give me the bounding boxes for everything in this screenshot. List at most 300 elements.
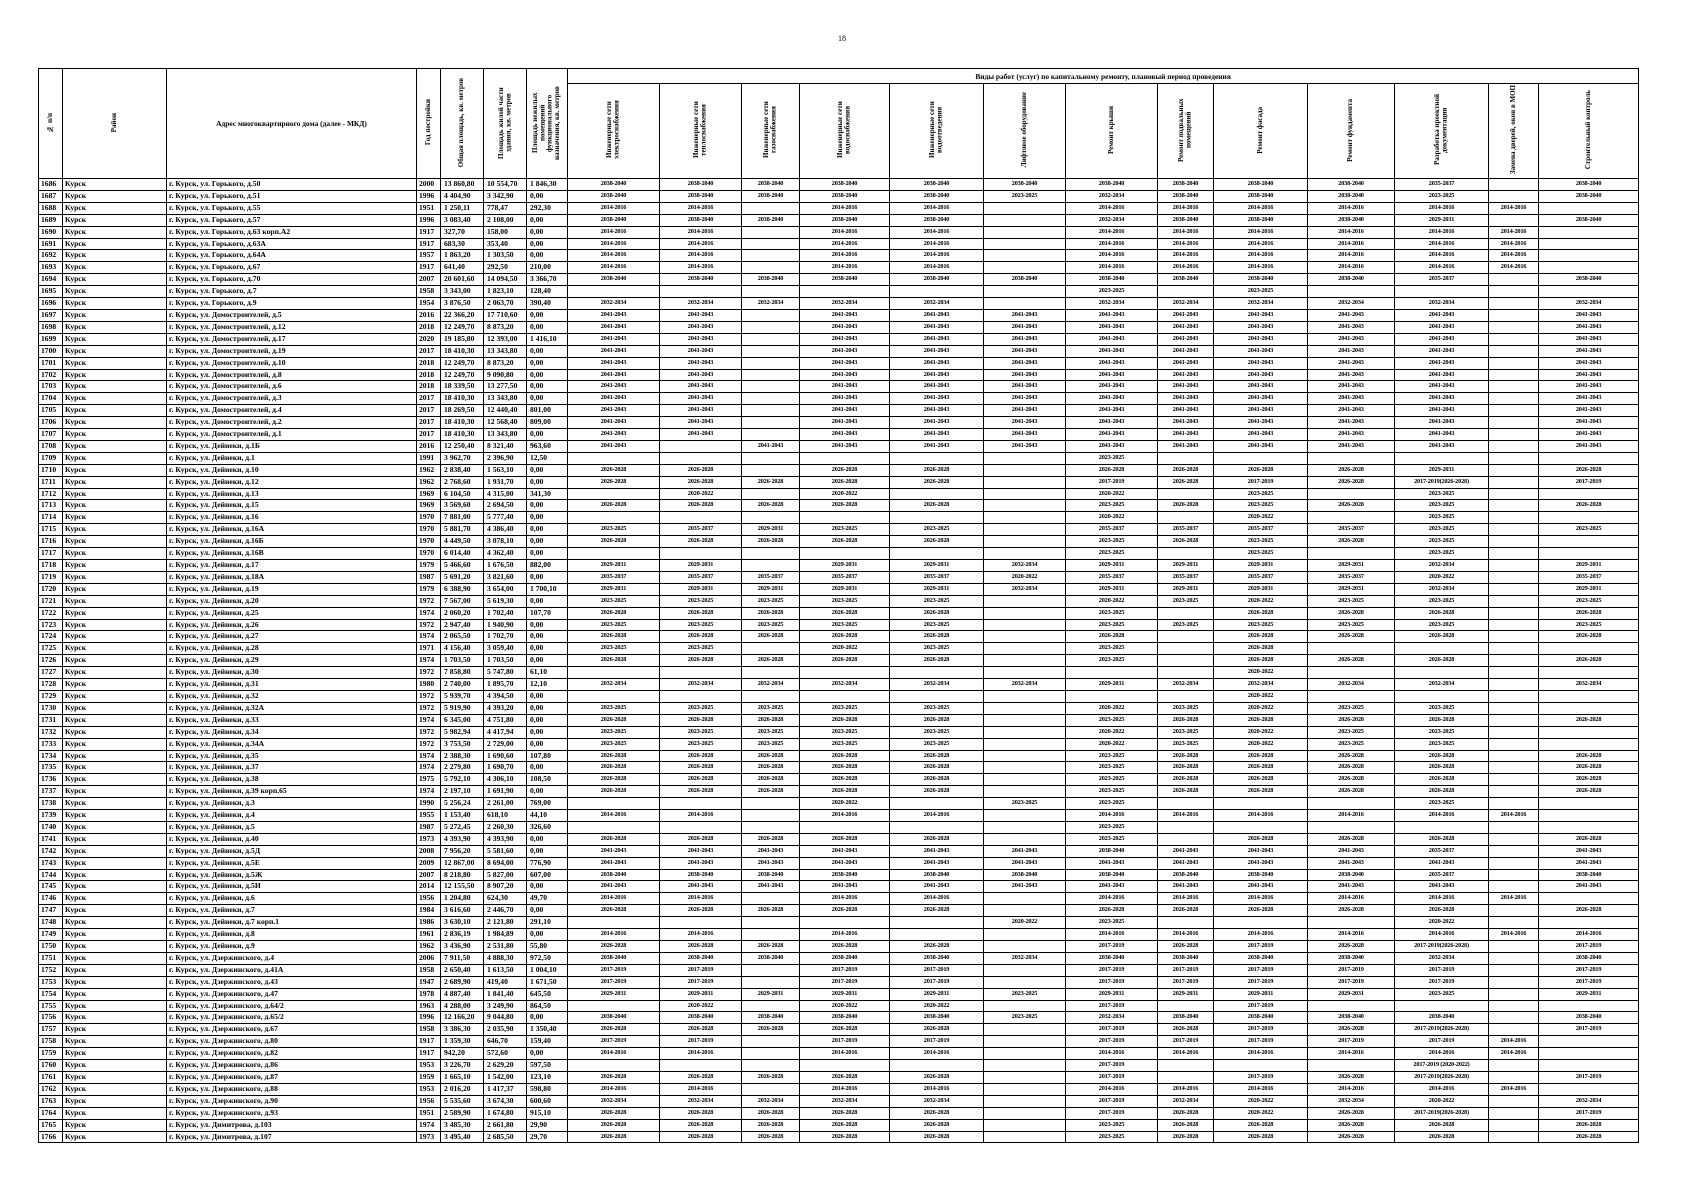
work-period-cell: 2023-2025 xyxy=(568,643,660,655)
work-period-cell: 2014-2016 xyxy=(890,226,984,238)
work-period-cell xyxy=(984,929,1066,941)
work-period-cell: 2026-2028 xyxy=(568,655,660,667)
work-period-cell: 2029-2031 xyxy=(568,560,660,572)
year-cell: 1970 xyxy=(417,548,441,560)
nonres-area-cell: 0,00 xyxy=(527,643,568,655)
total-area-cell: 683,30 xyxy=(441,238,484,250)
work-period-cell xyxy=(984,214,1066,226)
work-period-cell: 2041-2043 xyxy=(1066,440,1158,452)
work-period-cell xyxy=(1489,631,1539,643)
table-row xyxy=(39,595,1639,607)
work-period-cell xyxy=(1395,1000,1489,1012)
work-period-cell xyxy=(1489,952,1539,964)
work-period-cell: 2041-2043 xyxy=(1066,393,1158,405)
work-period-cell: 2014-2016 xyxy=(1489,929,1539,941)
work-period-cell: 2032-2034 xyxy=(984,560,1066,572)
work-period-cell xyxy=(890,690,984,702)
work-period-cell: 2014-2016 xyxy=(800,250,890,262)
work-period-cell: 2017-2019 xyxy=(1066,1036,1158,1048)
nonres-area-cell: 0,00 xyxy=(527,536,568,548)
table-row xyxy=(39,214,1639,226)
work-period-cell xyxy=(1489,393,1539,405)
year-cell: 2007 xyxy=(417,274,441,286)
work-period-cell xyxy=(1489,1024,1539,1036)
work-period-cell xyxy=(1308,512,1395,524)
work-period-cell: 2017-2019 xyxy=(1066,1060,1158,1072)
work-period-cell xyxy=(984,619,1066,631)
district-cell: Курск xyxy=(63,571,167,583)
work-period-cell: 2014-2016 xyxy=(568,262,660,274)
work-period-cell xyxy=(1489,869,1539,881)
work-period-cell: 2026-2028 xyxy=(1395,786,1489,798)
works-group-header: Виды работ (услуг) по капитальному ремонту, плановый период проведения xyxy=(568,69,1639,84)
work-period-cell: 2017-2019 xyxy=(1214,1024,1308,1036)
year-cell: 1961 xyxy=(417,929,441,941)
work-period-cell: 2026-2028 xyxy=(1308,1071,1395,1083)
district-cell: Курск xyxy=(63,202,167,214)
work-period-cell: 2026-2028 xyxy=(660,631,742,643)
work-period-cell xyxy=(1539,512,1639,524)
table-row xyxy=(39,714,1639,726)
work-period-cell xyxy=(1539,726,1639,738)
work-period-cell: 2032-2034 xyxy=(1214,679,1308,691)
work-period-cell: 2023-2025 xyxy=(1214,548,1308,560)
nonres-area-cell: 801,00 xyxy=(527,405,568,417)
work-period-cell xyxy=(742,1048,800,1060)
work-period-cell xyxy=(1489,619,1539,631)
work-period-cell: 2023-2025 xyxy=(1395,548,1489,560)
work-period-cell: 2035-2037 xyxy=(742,571,800,583)
work-period-cell xyxy=(1489,440,1539,452)
row-number: 1715 xyxy=(39,524,63,536)
work-period-cell: 2038-2040 xyxy=(1066,179,1158,191)
work-period-cell: 2026-2028 xyxy=(890,1107,984,1119)
row-number: 1750 xyxy=(39,941,63,953)
row-number: 1738 xyxy=(39,798,63,810)
row-number: 1739 xyxy=(39,810,63,822)
work-period-cell xyxy=(1489,643,1539,655)
row-number: 1747 xyxy=(39,905,63,917)
work-period-cell xyxy=(1489,714,1539,726)
work-period-cell: 2041-2043 xyxy=(1158,381,1214,393)
work-period-cell xyxy=(1489,750,1539,762)
district-cell: Курск xyxy=(63,726,167,738)
work-period-cell xyxy=(742,1060,800,1072)
living-area-cell: 572,60 xyxy=(484,1048,527,1060)
work-period-cell: 2023-2025 xyxy=(1066,917,1158,929)
year-cell: 1972 xyxy=(417,595,441,607)
work-period-cell: 2014-2016 xyxy=(890,238,984,250)
nonres-area-cell: 55,80 xyxy=(527,941,568,953)
work-period-cell: 2041-2043 xyxy=(1395,333,1489,345)
row-number: 1728 xyxy=(39,679,63,691)
living-area-cell: 8 873,20 xyxy=(484,321,527,333)
work-period-cell: 2023-2025 xyxy=(1066,762,1158,774)
nonres-area-cell: 0,00 xyxy=(527,357,568,369)
work-period-cell: 2023-2025 xyxy=(1395,500,1489,512)
work-period-cell: 2026-2028 xyxy=(1214,1131,1308,1143)
year-cell: 2006 xyxy=(417,952,441,964)
work-period-cell xyxy=(1158,643,1214,655)
work-period-cell: 2041-2043 xyxy=(1214,405,1308,417)
year-cell: 2018 xyxy=(417,369,441,381)
work-period-cell: 2041-2043 xyxy=(1308,429,1395,441)
work-period-cell: 2026-2028 xyxy=(742,941,800,953)
work-period-cell: 2023-2025 xyxy=(1066,655,1158,667)
work-period-cell: 2041-2043 xyxy=(1214,417,1308,429)
work-period-cell: 2038-2040 xyxy=(660,274,742,286)
work-period-cell: 2041-2043 xyxy=(1395,417,1489,429)
work-period-cell: 2023-2025 xyxy=(568,726,660,738)
work-period-cell: 2026-2028 xyxy=(890,1024,984,1036)
total-area-cell: 22 366,20 xyxy=(441,309,484,321)
living-area-cell: 2 063,70 xyxy=(484,298,527,310)
table-row xyxy=(39,369,1639,381)
nonres-area-cell: 0,00 xyxy=(527,321,568,333)
nonres-area-cell: 0,00 xyxy=(527,429,568,441)
work-period-cell: 2020-2022 xyxy=(1214,595,1308,607)
work-period-cell: 2041-2043 xyxy=(984,857,1066,869)
work-period-cell: 2014-2016 xyxy=(1395,1083,1489,1095)
work-period-cell: 2023-2025 xyxy=(568,738,660,750)
total-area-cell: 2 065,50 xyxy=(441,631,484,643)
living-area-cell: 158,00 xyxy=(484,226,527,238)
work-period-cell xyxy=(1308,452,1395,464)
work-period-cell xyxy=(1308,286,1395,298)
work-period-cell: 2038-2040 xyxy=(1539,179,1639,191)
work-period-cell: 2023-2025 xyxy=(742,619,800,631)
work-period-cell: 2020-2022 xyxy=(1214,512,1308,524)
district-cell: Курск xyxy=(63,690,167,702)
work-period-cell: 2023-2025 xyxy=(1308,738,1395,750)
work-period-cell: 2023-2025 xyxy=(1214,536,1308,548)
work-period-cell: 2026-2028 xyxy=(800,1131,890,1143)
work-period-cell xyxy=(742,250,800,262)
work-period-cell: 2038-2040 xyxy=(1539,274,1639,286)
work-type-header: Ремонт фундамента xyxy=(1308,84,1395,179)
table-row xyxy=(39,1107,1639,1119)
district-cell: Курск xyxy=(63,536,167,548)
total-area-cell: 20 601,60 xyxy=(441,274,484,286)
total-area-cell: 13 860,80 xyxy=(441,179,484,191)
page-number: 18 xyxy=(838,34,846,43)
work-period-cell: 2041-2043 xyxy=(800,309,890,321)
year-cell: 1972 xyxy=(417,702,441,714)
district-cell: Курск xyxy=(63,560,167,572)
table-row xyxy=(39,429,1639,441)
work-period-cell: 2041-2043 xyxy=(984,393,1066,405)
work-period-cell: 2014-2016 xyxy=(1158,810,1214,822)
living-area-cell: 2 396,90 xyxy=(484,452,527,464)
work-period-cell: 2029-2031 xyxy=(1308,988,1395,1000)
work-period-cell: 2041-2043 xyxy=(800,357,890,369)
living-area-cell: 1 690,70 xyxy=(484,762,527,774)
work-period-cell: 2041-2043 xyxy=(890,440,984,452)
work-period-cell: 2023-2025 xyxy=(890,702,984,714)
work-period-cell: 2026-2028 xyxy=(800,833,890,845)
year-cell: 1975 xyxy=(417,774,441,786)
work-period-cell: 2041-2043 xyxy=(1395,381,1489,393)
work-period-cell xyxy=(1489,738,1539,750)
nonres-area-cell: 0,00 xyxy=(527,512,568,524)
total-area-cell: 2 740,00 xyxy=(441,679,484,691)
district-cell: Курск xyxy=(63,941,167,953)
work-period-cell: 2014-2016 xyxy=(1308,929,1395,941)
work-period-cell: 2014-2016 xyxy=(1214,1083,1308,1095)
work-period-cell: 2041-2043 xyxy=(660,429,742,441)
year-cell: 2014 xyxy=(417,881,441,893)
work-period-cell: 2023-2025 xyxy=(660,702,742,714)
work-period-cell: 2020-2022 xyxy=(1066,726,1158,738)
work-period-cell: 2041-2043 xyxy=(984,309,1066,321)
work-period-cell: 2020-2022 xyxy=(1214,667,1308,679)
work-period-cell: 2026-2028 xyxy=(742,536,800,548)
total-area-cell: 2 279,80 xyxy=(441,762,484,774)
work-period-cell: 2029-2031 xyxy=(1539,583,1639,595)
work-period-cell: 2041-2043 xyxy=(568,393,660,405)
work-period-cell: 2032-2034 xyxy=(742,298,800,310)
year-cell: 1974 xyxy=(417,750,441,762)
table-row xyxy=(39,726,1639,738)
work-period-cell: 2032-2034 xyxy=(1066,1012,1158,1024)
table-row xyxy=(39,821,1639,833)
work-period-cell: 2023-2025 xyxy=(1066,452,1158,464)
work-period-cell: 2038-2040 xyxy=(660,214,742,226)
work-period-cell xyxy=(1539,1000,1639,1012)
work-period-cell xyxy=(742,548,800,560)
work-period-cell: 2026-2028 xyxy=(1539,1119,1639,1131)
work-period-cell: 2041-2043 xyxy=(1066,309,1158,321)
work-period-cell xyxy=(742,964,800,976)
year-cell: 2018 xyxy=(417,381,441,393)
row-number: 1760 xyxy=(39,1060,63,1072)
work-period-cell: 2014-2016 xyxy=(1308,202,1395,214)
work-period-cell: 2017-2019 xyxy=(1066,964,1158,976)
work-period-cell: 2038-2040 xyxy=(890,274,984,286)
total-area-cell: 4 404,90 xyxy=(441,190,484,202)
address-cell: г. Курск, ул. Дейнеки, д.5Ж xyxy=(167,869,417,881)
year-cell: 1979 xyxy=(417,583,441,595)
work-period-cell xyxy=(742,381,800,393)
nonres-area-cell: 0,00 xyxy=(527,476,568,488)
nonres-area-cell: 0,00 xyxy=(527,369,568,381)
work-period-cell: 2014-2016 xyxy=(800,202,890,214)
nonres-area-cell: 0,00 xyxy=(527,238,568,250)
year-cell: 1974 xyxy=(417,786,441,798)
work-period-cell xyxy=(890,1060,984,1072)
work-period-cell: 2023-2025 xyxy=(890,726,984,738)
work-period-cell: 2026-2028 xyxy=(1539,655,1639,667)
living-area-cell: 2 260,30 xyxy=(484,821,527,833)
work-period-cell xyxy=(742,452,800,464)
work-period-cell: 2026-2028 xyxy=(742,750,800,762)
nonres-area-cell: 0,00 xyxy=(527,345,568,357)
work-period-cell: 2038-2040 xyxy=(660,190,742,202)
work-period-cell: 2014-2016 xyxy=(1489,1036,1539,1048)
nonres-area-cell: 341,30 xyxy=(527,488,568,500)
work-period-cell xyxy=(890,512,984,524)
table-row xyxy=(39,1048,1639,1060)
work-period-cell: 2023-2025 xyxy=(660,738,742,750)
table-row xyxy=(39,667,1639,679)
row-number: 1764 xyxy=(39,1107,63,1119)
row-number: 1706 xyxy=(39,417,63,429)
work-period-cell: 2023-2025 xyxy=(1066,500,1158,512)
work-period-cell: 2041-2043 xyxy=(1308,881,1395,893)
district-cell: Курск xyxy=(63,1083,167,1095)
table-row xyxy=(39,893,1639,905)
work-period-cell: 2038-2040 xyxy=(568,274,660,286)
address-cell: г. Курск, ул. Дейнеки, д.32 xyxy=(167,690,417,702)
work-period-cell: 2020-2022 xyxy=(1214,690,1308,702)
district-cell: Курск xyxy=(63,845,167,857)
address-cell: г. Курск, ул. Дейнеки, д.16 xyxy=(167,512,417,524)
work-period-cell: 2041-2043 xyxy=(1214,381,1308,393)
work-period-cell: 2023-2025 xyxy=(1158,726,1214,738)
living-area-cell: 5 777,40 xyxy=(484,512,527,524)
work-period-cell: 2026-2028 xyxy=(568,750,660,762)
table-row xyxy=(39,869,1639,881)
work-period-cell: 2014-2016 xyxy=(1489,226,1539,238)
work-period-cell: 2026-2028 xyxy=(742,774,800,786)
table-row xyxy=(39,357,1639,369)
district-cell: Курск xyxy=(63,1000,167,1012)
work-period-cell xyxy=(984,690,1066,702)
work-period-cell: 2026-2028 xyxy=(1539,774,1639,786)
year-cell: 1917 xyxy=(417,238,441,250)
work-period-cell: 2041-2043 xyxy=(660,857,742,869)
address-cell: г. Курск, ул. Дейнеки, д.5Е xyxy=(167,857,417,869)
row-number: 1737 xyxy=(39,786,63,798)
work-period-cell: 2020-2022 xyxy=(800,488,890,500)
work-period-cell: 2026-2028 xyxy=(742,762,800,774)
row-number: 1691 xyxy=(39,238,63,250)
work-period-cell: 2041-2043 xyxy=(800,405,890,417)
work-period-cell: 2023-2025 xyxy=(1395,190,1489,202)
work-period-cell: 2035-2037 xyxy=(1308,571,1395,583)
row-number: 1704 xyxy=(39,393,63,405)
work-period-cell: 2014-2016 xyxy=(568,810,660,822)
living-area-cell: 1 702,40 xyxy=(484,607,527,619)
address-cell: г. Курск, ул. Дейнеки, д.25 xyxy=(167,607,417,619)
work-period-cell: 2026-2028 xyxy=(890,786,984,798)
work-period-cell: 2041-2043 xyxy=(1539,321,1639,333)
nonres-area-cell: 1 671,50 xyxy=(527,976,568,988)
work-period-cell: 2041-2043 xyxy=(800,321,890,333)
work-period-cell: 2032-2034 xyxy=(800,298,890,310)
nonres-area-cell: 915,10 xyxy=(527,1107,568,1119)
work-period-cell: 2041-2043 xyxy=(1395,345,1489,357)
work-period-cell: 2023-2025 xyxy=(1066,714,1158,726)
work-period-cell: 2023-2025 xyxy=(1214,488,1308,500)
work-period-cell xyxy=(742,286,800,298)
work-period-cell xyxy=(1539,1036,1639,1048)
work-period-cell xyxy=(984,964,1066,976)
work-period-cell: 2041-2043 xyxy=(890,381,984,393)
address-cell: г. Курск, ул. Дейнеки, д.7 корп.1 xyxy=(167,917,417,929)
work-period-cell: 2026-2028 xyxy=(800,750,890,762)
work-period-cell: 2038-2040 xyxy=(1308,179,1395,191)
work-type-header: Разработка проектной документации xyxy=(1395,84,1489,179)
work-period-cell: 2032-2034 xyxy=(742,679,800,691)
nonres-area-cell: 291,10 xyxy=(527,917,568,929)
work-period-cell: 2014-2016 xyxy=(568,250,660,262)
work-period-cell: 2026-2028 xyxy=(1158,714,1214,726)
work-period-cell: 2032-2034 xyxy=(984,952,1066,964)
work-period-cell: 2041-2043 xyxy=(660,369,742,381)
work-period-cell: 2014-2016 xyxy=(660,250,742,262)
work-period-cell: 2041-2043 xyxy=(1395,429,1489,441)
nonres-area-cell: 12,10 xyxy=(527,679,568,691)
work-period-cell xyxy=(1308,1060,1395,1072)
work-period-cell: 2041-2043 xyxy=(1308,857,1395,869)
row-number: 1758 xyxy=(39,1036,63,1048)
work-period-cell xyxy=(984,548,1066,560)
year-cell: 1969 xyxy=(417,500,441,512)
nonres-area-cell: 0,00 xyxy=(527,524,568,536)
row-number: 1733 xyxy=(39,738,63,750)
work-period-cell xyxy=(1489,988,1539,1000)
work-period-cell: 2023-2025 xyxy=(1066,786,1158,798)
work-period-cell xyxy=(984,1131,1066,1143)
work-period-cell: 2032-2034 xyxy=(1066,190,1158,202)
work-period-cell xyxy=(1539,667,1639,679)
nonres-area-cell: 0,00 xyxy=(527,690,568,702)
work-period-cell xyxy=(1308,917,1395,929)
work-period-cell: 2026-2028 xyxy=(890,500,984,512)
district-cell: Курск xyxy=(63,893,167,905)
work-period-cell xyxy=(1489,321,1539,333)
work-period-cell: 2023-2025 xyxy=(1066,286,1158,298)
total-area-cell: 1 665,10 xyxy=(441,1071,484,1083)
work-period-cell: 2023-2025 xyxy=(1395,619,1489,631)
row-number: 1697 xyxy=(39,309,63,321)
total-area-cell: 5 919,90 xyxy=(441,702,484,714)
work-period-cell: 2041-2043 xyxy=(1308,345,1395,357)
work-period-cell: 2035-2037 xyxy=(1395,179,1489,191)
address-cell: г. Курск, ул. Горького, д.51 xyxy=(167,190,417,202)
year-cell: 1951 xyxy=(417,202,441,214)
work-period-cell: 2038-2040 xyxy=(742,952,800,964)
work-period-cell xyxy=(1489,488,1539,500)
work-period-cell xyxy=(984,1095,1066,1107)
work-period-cell xyxy=(1489,357,1539,369)
work-period-cell: 2032-2034 xyxy=(1395,560,1489,572)
district-cell: Курск xyxy=(63,1131,167,1143)
work-period-cell xyxy=(1489,405,1539,417)
nonres-area-cell: 809,00 xyxy=(527,417,568,429)
total-area-cell: 3 616,60 xyxy=(441,905,484,917)
work-period-cell xyxy=(742,821,800,833)
work-period-cell: 2017-2019 xyxy=(890,964,984,976)
row-number: 1709 xyxy=(39,452,63,464)
work-period-cell xyxy=(742,667,800,679)
row-number: 1693 xyxy=(39,262,63,274)
year-cell: 1973 xyxy=(417,833,441,845)
work-period-cell xyxy=(1489,524,1539,536)
nonres-area-cell: 1 700,10 xyxy=(527,583,568,595)
table-row xyxy=(39,345,1639,357)
table-row xyxy=(39,941,1639,953)
work-period-cell xyxy=(800,286,890,298)
work-period-cell xyxy=(742,798,800,810)
work-period-cell: 2026-2028 xyxy=(1539,607,1639,619)
total-area-cell: 5 792,10 xyxy=(441,774,484,786)
district-cell: Курск xyxy=(63,655,167,667)
work-period-cell xyxy=(660,452,742,464)
work-period-cell: 2014-2016 xyxy=(568,202,660,214)
work-period-cell: 2032-2034 xyxy=(1539,298,1639,310)
